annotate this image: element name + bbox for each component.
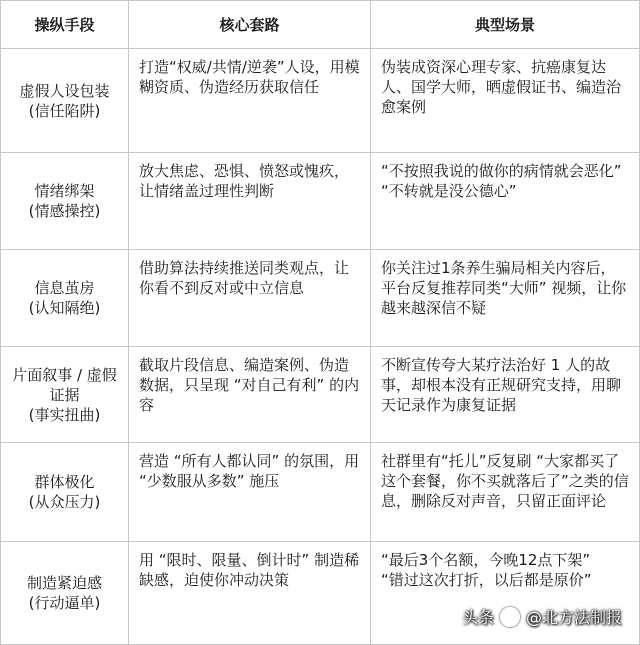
method-sub-label: (认知隔绝) [28, 299, 101, 317]
watermark-account: @北方法制报 [525, 608, 622, 627]
watermark-logo: 头条 [461, 608, 494, 627]
core-cell: 打造“权威/共情/逆袭”人设，用模糊资质、伪造经历获取信任 [129, 49, 371, 153]
method-cell [1, 49, 129, 153]
method-label: 情绪绑架 [34, 182, 95, 200]
method-sub-label: (行动逼单) [28, 594, 101, 612]
scene-cell: 伪装成资深心理专家、抗癌康复达人、国学大师，晒虚假证书、编造治愈案例 [371, 49, 640, 153]
core-cell: 借助算法持续推送同类观点，让你看不到反对或中立信息 [129, 250, 371, 347]
scene-cell: “最后3个名额，今晚12点下架” “错过这次打折，以后都是原价” [371, 542, 640, 645]
table-row [1, 153, 640, 250]
header-method: 操纵手段 [1, 1, 129, 49]
scene-cell: 社群里有“托儿”反复刷 “大家都买了这个套餐，你不买就落后了”之类的信息，删除反对声音，只留正面评论 [371, 443, 640, 542]
method-cell [1, 443, 129, 542]
table-header-row [1, 1, 640, 49]
scene-cell: “不按照我说的做你的病情就会恶化” “不转就是没公德心” [371, 153, 640, 250]
method-cell [1, 250, 129, 347]
method-cell [1, 347, 129, 443]
core-cell: 截取片段信息、编造案例、伪造数据，只呈现 “对自己有利” 的内容 [129, 347, 371, 443]
method-sub-label: (信任陷阱) [28, 101, 101, 120]
method-label: 虚假人设包装 [19, 81, 110, 100]
method-label: 制造紧迫感 [26, 574, 102, 592]
account-icon [500, 607, 520, 627]
method-sub-label: (情感操控) [28, 202, 101, 220]
core-cell: 用 “限时、限量、倒计时” 制造稀缺感，迫使你冲动决策 [129, 542, 371, 645]
method-label: 信息茧房 [34, 279, 95, 297]
method-sub-label: (从众压力) [28, 493, 101, 511]
header-scene: 典型场景 [371, 1, 640, 49]
table-row [1, 347, 640, 443]
scene-cell: 你关注过1条养生骗局相关内容后，平台反复推荐同类“大师” 视频，让你越来越深信不疑 [371, 250, 640, 347]
table-row [1, 49, 640, 153]
core-cell: 放大焦虑、恐惧、愤怒或愧疚，让情绪盖过理性判断 [129, 153, 371, 250]
core-cell: 营造 “所有人都认同” 的氛围，用 “少数服从多数” 施压 [129, 443, 371, 542]
table-row [1, 443, 640, 542]
method-cell [1, 542, 129, 645]
method-label: 群体极化 [34, 473, 95, 491]
watermark [462, 605, 622, 628]
table-row [1, 542, 640, 645]
method-label: 片面叙事 / 虚假证据 [12, 365, 117, 404]
method-sub-label: (事实扭曲) [28, 405, 101, 424]
scene-cell: 不断宣传夸大某疗法治好 1 人的故事，却根本没有正规研究支持，用聊天记录作为康复证据 [371, 347, 640, 443]
method-cell [1, 153, 129, 250]
header-core: 核心套路 [129, 1, 371, 49]
table-row [1, 250, 640, 347]
